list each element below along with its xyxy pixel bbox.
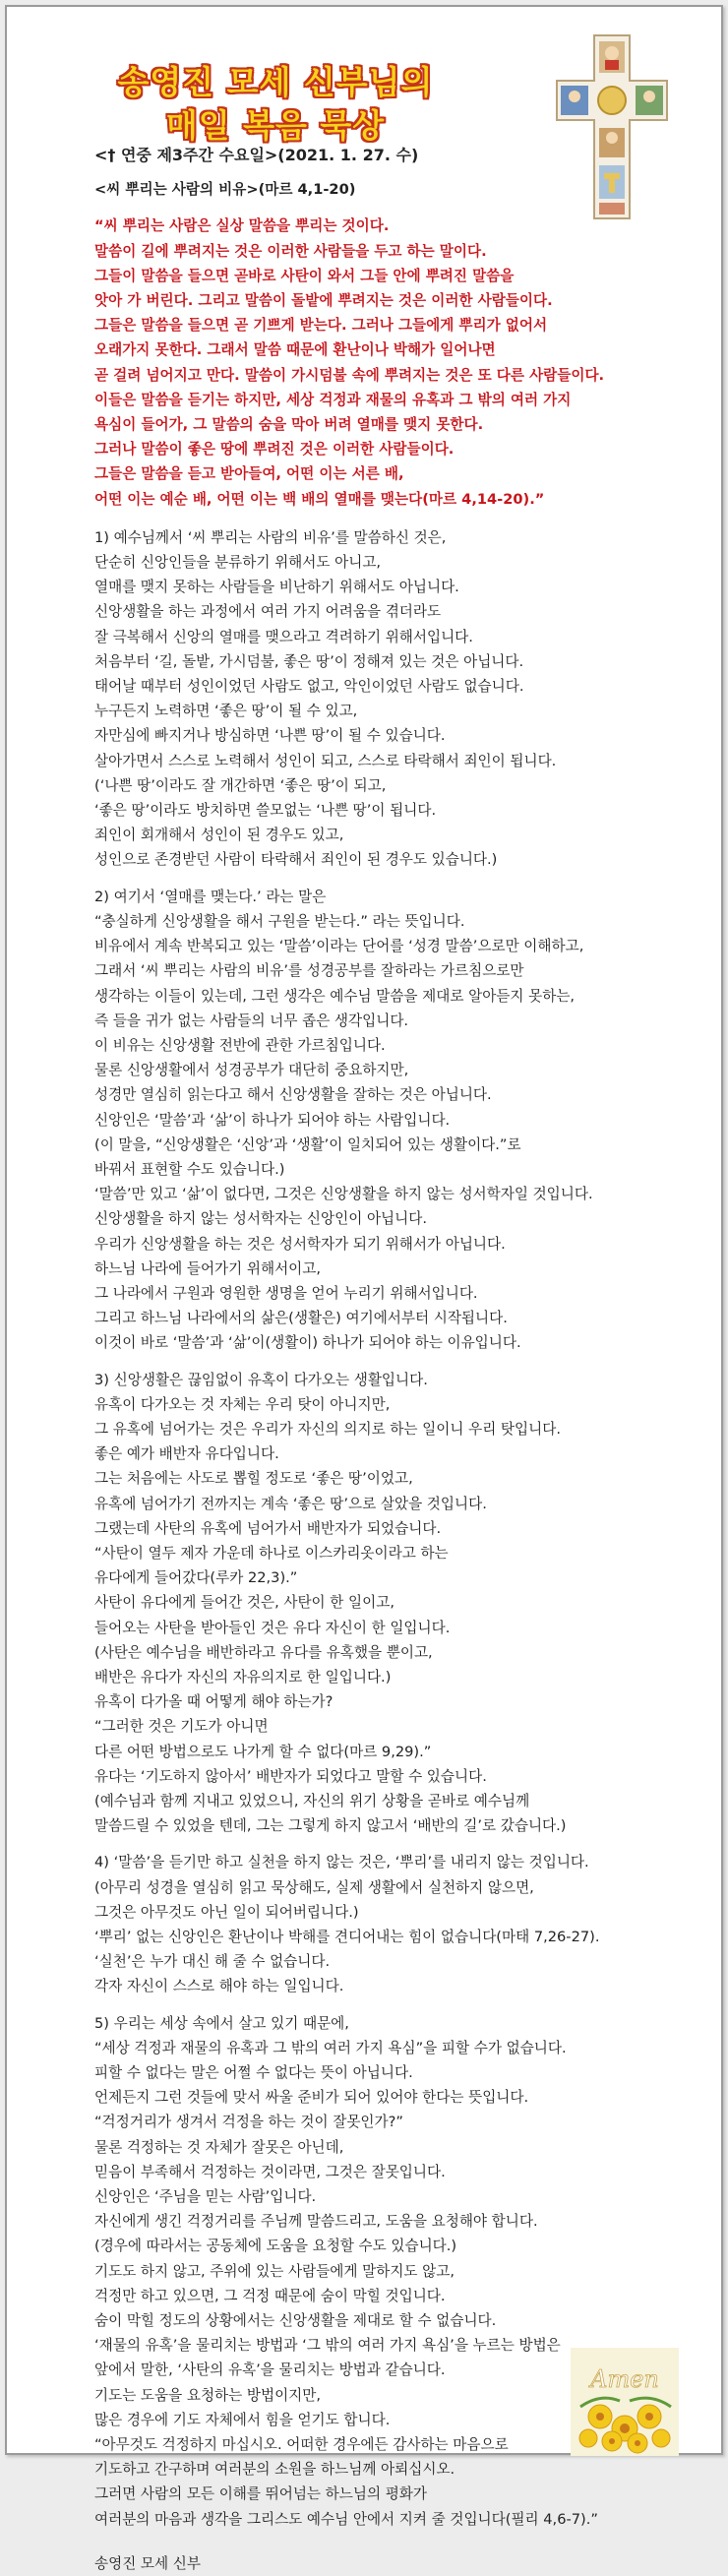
body-line: 5) 우리는 세상 속에서 살고 있기 때문에, bbox=[94, 2014, 349, 2032]
body-line: (예수님과 함께 지내고 있었으니, 자신의 위기 상황을 곧바로 예수님께 bbox=[94, 1793, 530, 1809]
body-line: 믿음이 부족해서 걱정하는 것이라면, 그것은 잘못입니다. bbox=[94, 2163, 446, 2180]
body-line: “세상 걱정과 재물의 유혹과 그 밖의 여러 가지 욕심”을 피할 수가 없습니다. bbox=[94, 2039, 567, 2056]
body-line: 다른 어떤 방법으로도 나가게 할 수 없다(마르 9,29).” bbox=[94, 1743, 432, 1760]
body-line: 하느님 나라에 들어가기 위해서이고, bbox=[94, 1259, 322, 1277]
body-line: 그러면 사람의 모든 이해를 뛰어넘는 하느님의 평화가 bbox=[94, 2485, 427, 2503]
body-line: 물론 신앙생활에서 성경공부가 대단히 중요하지만, bbox=[94, 1062, 409, 1079]
body-line: 자신에게 생긴 걱정거리를 주님께 말씀드리고, 도움을 요청해야 합니다. bbox=[94, 2213, 538, 2231]
body-line: “사탄이 열두 제자 가운데 하나로 이스카리옷이라고 하는 bbox=[94, 1544, 449, 1562]
body-line: 1) 예수님께서 ‘씨 뿌리는 사람의 비유’를 말씀하신 것은, bbox=[94, 528, 447, 546]
page-title bbox=[98, 61, 453, 148]
body-line: 이것이 바로 ‘말씀’과 ‘삶’이(생활이) 하나가 되어야 하는 이유입니다. bbox=[94, 1334, 521, 1352]
body-line: 말씀드릴 수 있었을 텐데, 그는 그렇게 하지 않고서 ‘배반의 길’로 갔습니다.) bbox=[94, 1817, 567, 1835]
body-line: 이 비유는 신앙생활 전반에 관한 가르침입니다. bbox=[94, 1036, 386, 1054]
gospel-line: 앗아 가 버린다. 그리고 말씀이 돌밭에 뿌려지는 것은 이러한 사람들이다. bbox=[94, 292, 553, 310]
body-line: 좋은 예가 배반자 유다입니다. bbox=[94, 1445, 279, 1463]
gospel-line: 오래가지 못한다. 그래서 말씀 때문에 환난이나 박해가 일어나면 bbox=[94, 341, 496, 359]
body-line: 기도는 도움을 요청하는 방법이지만, bbox=[94, 2386, 322, 2404]
body-line: 신앙인은 ‘말씀’과 ‘삶’이 하나가 되어야 하는 사람입니다. bbox=[94, 1111, 451, 1129]
body-line: 그는 처음에는 사도로 뽑힐 정도로 ‘좋은 땅’이었고, bbox=[94, 1470, 413, 1488]
reflection-section-4 bbox=[94, 1850, 685, 1998]
article-body bbox=[94, 143, 685, 2576]
body-line: 기도도 하지 않고, 주위에 있는 사람들에게 말하지도 않고, bbox=[94, 2262, 455, 2280]
title-line-2: 매일 복음 묵상 bbox=[165, 106, 386, 145]
body-line: 숨이 막힐 정도의 상황에서는 신앙생활을 제대로 할 수 없습니다. bbox=[94, 2312, 497, 2330]
body-line: 신앙생활을 하지 않는 성서학자는 신앙인이 아닙니다. bbox=[94, 1210, 427, 1228]
gospel-line: 말씀이 길에 뿌려지는 것은 이러한 사람들을 두고 하는 말이다. bbox=[94, 242, 487, 260]
body-line: 들어오는 사탄을 받아들인 것은 유다 자신이 한 일입니다. bbox=[94, 1619, 451, 1636]
body-line: (사탄은 예수님을 배반하라고 유다를 유혹했을 뿐이고, bbox=[94, 1643, 433, 1661]
body-line: 열매를 맺지 못하는 사람들을 비난하기 위해서도 아닙니다. bbox=[94, 579, 459, 596]
body-line: (이 말을, “신앙생활은 ‘신앙’과 ‘생활’이 일치되어 있는 생활이다.”로 bbox=[94, 1135, 521, 1153]
body-line: 물론 걱정하는 것 자체가 잘못은 아닌데, bbox=[94, 2138, 344, 2156]
body-line: 유혹이 다가오는 것 자체는 우리 탓이 아니지만, bbox=[94, 1395, 391, 1413]
body-line: 처음부터 ‘길, 돌밭, 가시덤불, 좋은 땅’이 정해져 있는 것은 아닙니다. bbox=[94, 652, 524, 670]
gospel-line: 그들은 말씀을 들으면 곧 기쁘게 받는다. 그러나 그들에게 뿌리가 없어서 bbox=[94, 317, 548, 335]
body-line: 생각하는 이들이 있는데, 그런 생각은 예수님 말씀을 제대로 알아듣지 못하는, bbox=[94, 987, 576, 1005]
body-line: 유혹이 다가올 때 어떻게 해야 하는가? bbox=[94, 1693, 334, 1711]
body-line: ‘실천’은 누가 대신 해 줄 수 없습니다. bbox=[94, 1953, 331, 1971]
body-line: 신앙인은 ‘주님을 믿는 사람’입니다. bbox=[94, 2188, 317, 2206]
reading-title: <씨 뿌리는 사람의 비유>(마르 4,1-20) bbox=[94, 181, 356, 199]
body-line: 단순히 신앙인들을 분류하기 위해서도 아니고, bbox=[94, 554, 382, 572]
gospel-line: 그러나 말씀이 좋은 땅에 뿌려진 것은 이러한 사람들이다. bbox=[94, 441, 455, 459]
body-line: 사탄이 유다에게 들어간 것은, 사탄이 한 일이고, bbox=[94, 1594, 394, 1612]
body-line: 3) 신앙생활은 끊임없이 유혹이 다가오는 생활입니다. bbox=[94, 1371, 428, 1388]
body-line: 그래서 ‘씨 뿌리는 사람의 비유’를 성경공부를 잘하라는 가르침으로만 bbox=[94, 962, 524, 980]
body-line: 그랬는데 사탄의 유혹에 넘어가서 배반자가 되었습니다. bbox=[94, 1519, 442, 1537]
body-line: 언제든지 그런 것들에 맞서 싸울 준비가 되어 있어야 한다는 뜻입니다. bbox=[94, 2089, 529, 2107]
author-signature: 송영진 모세 신부 bbox=[94, 2554, 201, 2572]
body-line: 태어날 때부터 성인이었던 사람도 없고, 악인이었던 사람도 없습니다. bbox=[94, 678, 524, 696]
body-line: ‘좋은 땅’이라도 방치하면 쓸모없는 ‘나쁜 땅’이 됩니다. bbox=[94, 802, 437, 820]
body-line: 유혹에 넘어가기 전까지는 계속 ‘좋은 땅’으로 살았을 것입니다. bbox=[94, 1495, 487, 1512]
body-line: 신앙생활을 하는 과정에서 여러 가지 어려움을 겪더라도 bbox=[94, 603, 442, 621]
body-line: ‘말씀’만 있고 ‘삶’이 없다면, 그것은 신앙생활을 하지 않는 성서학자일 것입니다. bbox=[94, 1186, 593, 1203]
gospel-line: 그들은 말씀을 듣고 받아들여, 어떤 이는 서른 배, bbox=[94, 465, 404, 483]
body-line: 많은 경우에 기도 자체에서 힘을 얻기도 합니다. bbox=[94, 2411, 391, 2428]
body-line: 즉 들을 귀가 없는 사람들의 너무 좁은 생각입니다. bbox=[94, 1012, 409, 1029]
body-line: 그 나라에서 구원과 영원한 생명을 얻어 누리기 위해서입니다. bbox=[94, 1284, 478, 1302]
amen-flower-icon bbox=[571, 2348, 679, 2456]
body-line: 비유에서 계속 반복되고 있는 ‘말씀’이라는 단어를 ‘성경 말씀’으로만 이해하고, bbox=[94, 938, 584, 955]
body-line: 기도하고 간구하며 여러분의 소원을 하느님께 아뢰십시오. bbox=[94, 2461, 455, 2479]
body-line: 그 유혹에 넘어가는 것은 우리가 자신의 의지로 하는 일이니 우리 탓입니다. bbox=[94, 1420, 561, 1438]
liturgy-date: <† 연중 제3주간 수요일>(2021. 1. 27. 수) bbox=[94, 146, 419, 164]
body-line: 우리가 신앙생활을 하는 것은 성서학자가 되기 위해서가 아닙니다. bbox=[94, 1235, 506, 1253]
body-line: ‘뿌리’ 없는 신앙인은 환난이나 박해를 견디어내는 힘이 없습니다(마태 7,26-27). bbox=[94, 1929, 600, 1946]
title-line-1: 송영진 모세 신부님의 bbox=[117, 63, 434, 101]
gospel-line: 곧 걸려 넘어지고 만다. 말씀이 가시덤불 속에 뿌려지는 것은 또 다른 사람들이다. bbox=[94, 366, 605, 384]
gospel-line: “씨 뿌리는 사람은 실상 말씀을 뿌리는 것이다. bbox=[94, 217, 390, 235]
body-line: “걱정거리가 생겨서 걱정을 하는 것이 잘못인가?” bbox=[94, 2114, 403, 2131]
body-line: ‘재물의 유혹’을 물리치는 방법과 ‘그 밖의 여러 가지 욕심’을 누르는 방법은 bbox=[94, 2337, 561, 2355]
gospel-passage bbox=[94, 214, 685, 511]
body-line: 성인으로 존경받던 사람이 타락해서 죄인이 된 경우도 있습니다.) bbox=[94, 851, 498, 869]
gospel-line: 이들은 말씀을 듣기는 하지만, 세상 걱정과 재물의 유혹과 그 밖의 여러 가지 bbox=[94, 391, 572, 408]
amen-text: Amen bbox=[590, 2365, 659, 2393]
body-line: 자만심에 빠지거나 방심하면 ‘나쁜 땅’이 될 수 있습니다. bbox=[94, 727, 446, 745]
reflection-section-2 bbox=[94, 885, 685, 1356]
body-line: “아무것도 걱정하지 마십시오. 어떠한 경우에든 감사하는 마음으로 bbox=[94, 2436, 509, 2454]
body-line: 걱정만 하고 있으면, 그 걱정 때문에 숨이 막힐 것입니다. bbox=[94, 2287, 446, 2304]
gospel-line: 어떤 이는 예순 배, 어떤 이는 백 배의 열매를 맺는다(마르 4,14-20).” bbox=[94, 490, 545, 508]
body-line: 4) ‘말씀’을 듣기만 하고 실천을 하지 않는 것은, ‘뿌리’를 내리지 않는 것입니다. bbox=[94, 1854, 589, 1871]
body-line: 유다는 ‘기도하지 않아서’ 배반자가 되었다고 말할 수 있습니다. bbox=[94, 1767, 487, 1785]
body-line: 잘 극복해서 신앙의 열매를 맺으라고 격려하기 위해서입니다. bbox=[94, 628, 473, 645]
body-line: 앞에서 말한, ‘사탄의 유혹’을 물리치는 방법과 같습니다. bbox=[94, 2361, 446, 2379]
body-line: “충실하게 신앙생활을 해서 구원을 받는다.” 라는 뜻입니다. bbox=[94, 912, 465, 930]
body-line: 죄인이 회개해서 성인이 된 경우도 있고, bbox=[94, 827, 344, 844]
reflection-section-3 bbox=[94, 1368, 685, 1839]
body-line: 배반은 유다가 자신의 자유의지로 한 일입니다.) bbox=[94, 1668, 392, 1686]
body-line: 성경만 열심히 읽는다고 해서 신앙생활을 잘하는 것은 아닙니다. bbox=[94, 1086, 492, 1104]
body-line: 2) 여기서 ‘열매를 맺는다.’ 라는 말은 bbox=[94, 888, 327, 905]
body-line: 누구든지 노력하면 ‘좋은 땅’이 될 수 있고, bbox=[94, 703, 358, 720]
body-line: 유다에게 들어갔다(루카 22,3).” bbox=[94, 1569, 298, 1587]
body-line: “그러한 것은 기도가 아니면 bbox=[94, 1718, 269, 1736]
body-line: 피할 수 없다는 말은 어쩔 수 없다는 뜻이 아닙니다. bbox=[94, 2064, 413, 2082]
gospel-line: 그들이 말씀을 들으면 곧바로 사탄이 와서 그들 안에 뿌려진 말씀을 bbox=[94, 267, 515, 284]
body-line: (경우에 따라서는 공동체에 도움을 요청할 수도 있습니다.) bbox=[94, 2238, 457, 2255]
body-line: (‘나쁜 땅’이라도 잘 개간하면 ‘좋은 땅’이 되고, bbox=[94, 776, 387, 794]
body-line: 그리고 하느님 나라에서의 삶은(생활은) 여기에서부터 시작됩니다. bbox=[94, 1310, 508, 1327]
body-line: 살아가면서 스스로 노력해서 성인이 되고, 스스로 타락해서 죄인이 됩니다. bbox=[94, 752, 557, 769]
gospel-line: 욕심이 들어가, 그 말씀의 숨을 막아 버려 열매를 맺지 못한다. bbox=[94, 416, 484, 434]
body-line: (아무리 성경을 열심히 읽고 묵상해도, 실제 생활에서 실천하지 않으면, bbox=[94, 1878, 534, 1896]
body-line: 그것은 아무것도 아닌 일이 되어버립니다.) bbox=[94, 1903, 359, 1921]
reflection-section-1 bbox=[94, 525, 685, 873]
body-line: 각자 자신이 스스로 해야 하는 일입니다. bbox=[94, 1978, 344, 1995]
body-line: 바꿔서 표현할 수도 있습니다.) bbox=[94, 1160, 285, 1178]
body-line: 여러분의 마음과 생각을 그리스도 예수님 안에서 지켜 줄 것입니다(필리 4,6-7).” bbox=[94, 2510, 598, 2528]
